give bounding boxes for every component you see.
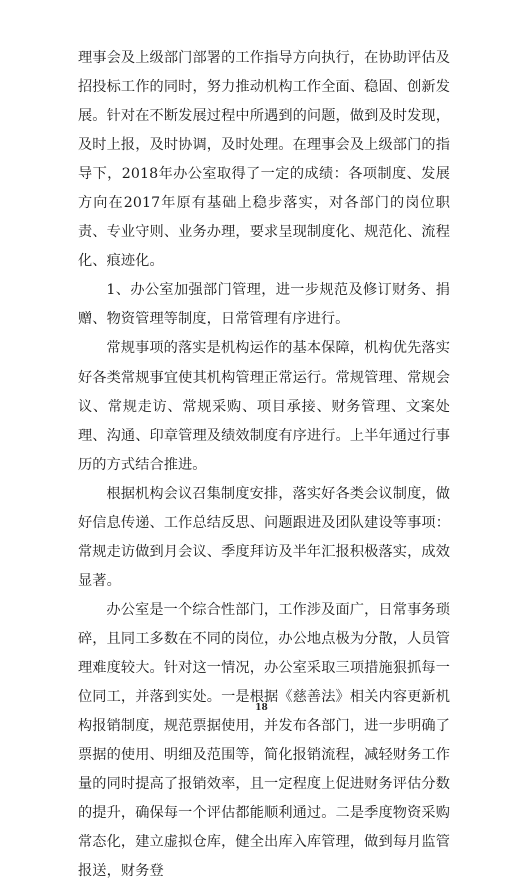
paragraph-3: 常规事项的落实是机构运作的基本保障，机构优先落实好各类常规事宜使其机构管理正常运行。常规管理、常规会议、常规走访、常规采购、项目承接、财务管理、文案处理、沟通、印章管理及绩效制度有序进行。上半年通过行事历的方式结合推进。	[78, 340, 450, 473]
paragraph-2: 1、办公室加强部门管理，进一步规范及修订财务、捐赠、物资管理等制度，日常管理有序进行。	[78, 282, 450, 328]
document-body	[78, 44, 450, 886]
page-number: 18	[255, 703, 268, 713]
paragraph-4: 根据机构会议召集制度安排，落实好各类会议制度，做好信息传递、工作总结反思、问题跟进及团队建设等事项：常规走访做到月会议、季度拜访及半年汇报积极落实，成效显著。	[78, 485, 450, 589]
paragraph-1: 理事会及上级部门部署的工作指导方向执行，在协助评估及招投标工作的同时，努力推动机构工作全面、稳固、创新发展。针对在不断发展过程中所遇到的问题，做到及时发现，及时上报，及时协调，及时处理。在理事会及上级部门的指导下，2018年办公室取得了一定的成绩：各项制度、发展方向在2017年原有基础上稳步落实，对各部门的岗位职责、专业守则、业务办理，要求呈现制度化、规范化、流程化、痕迹化。	[78, 50, 450, 270]
paragraph-5: 办公室是一个综合性部门，工作涉及面广，日常事务琐碎，且同工多数在不同的岗位，办公地点极为分散，人员管理难度较大。针对这一情况，办公室采取三项措施狠抓每一位同工，并落到实处。一是根据《慈善法》相关内容更新机构报销制度，规范票据使用，并发布各部门，进一步明确了票据的使用、明细及范围等，简化报销流程，减轻财务工作量的同时提高了报销效率，且一定程度上促进财务评估分数的提升，确保每一个评估都能顺利通过。二是季度物资采购常态化，建立虚拟仓库，健全出库入库管理，做到每月监管报送，财务登	[78, 601, 450, 880]
